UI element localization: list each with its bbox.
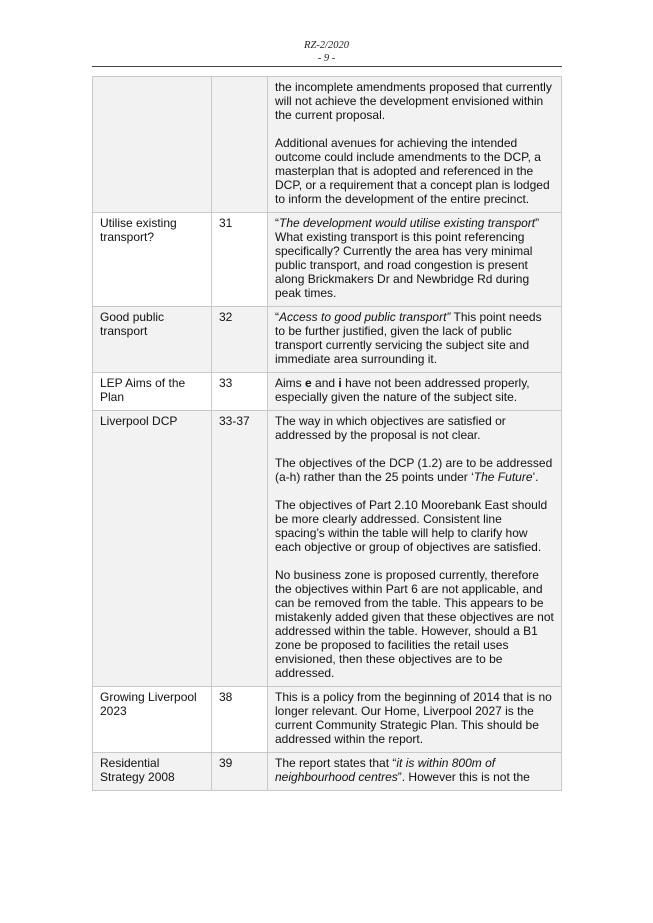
comment-text: The objectives of the DCP (1.2) are to be addressed (a-h) rather than the 25 points under ‘The Future’. [275, 456, 553, 484]
topic-cell: LEP Aims of the Plan [93, 373, 212, 411]
paragraph-cell: 33-37 [212, 411, 268, 687]
table-row [93, 77, 562, 213]
topic-cell: Utilise existing transport? [93, 213, 212, 307]
topic-cell: Residential Strategy 2008 [93, 753, 212, 791]
comment-text: The objectives of Part 2.10 Moorebank East should be more clearly addressed. Consistent line spacing’s within the table will help to clarify how each objective or group of objectives are satisfied. [275, 498, 548, 554]
comment-cell [268, 213, 562, 307]
header-rule [92, 66, 562, 67]
comment-text: No business zone is proposed currently, therefore the objectives within Part 6 are not applicable, and can be removed from the table. This appears to be mistakenly added given that these objectives are not addressed within the table. However, should a B1 zone be proposed to facilities the retail uses envisioned, then these objectives are to be addressed. [275, 568, 554, 680]
table-row [93, 411, 562, 687]
paragraph-cell: 39 [212, 753, 268, 791]
paragraph-cell: 38 [212, 687, 268, 753]
topic-cell [93, 77, 212, 213]
paragraph-cell: 32 [212, 307, 268, 373]
comment-cell [268, 411, 562, 687]
comment-text: The way in which objectives are satisfied or addressed by the proposal is not clear. [275, 414, 506, 442]
comment-cell [268, 373, 562, 411]
paragraph-cell [212, 77, 268, 213]
paragraph-cell: 33 [212, 373, 268, 411]
comment-cell [268, 307, 562, 373]
topic-cell: Good public transport [93, 307, 212, 373]
comment-cell [268, 753, 562, 791]
table-row [93, 687, 562, 753]
topic-cell: Growing Liverpool 2023 [93, 687, 212, 753]
table-row [93, 307, 562, 373]
topic-cell: Liverpool DCP [93, 411, 212, 687]
paragraph-cell: 31 [212, 213, 268, 307]
comment-text: This is a policy from the beginning of 2014 that is no longer relevant. Our Home, Liverpool 2027 is the current Community Strategic Plan. This should be addressed within the report. [275, 690, 552, 746]
comment-cell [268, 687, 562, 753]
document-reference: RZ-2/2020 [304, 40, 349, 51]
comment-text: Aims e and i have not been addressed properly, especially given the nature of the subject site. [275, 376, 530, 404]
table-row [93, 753, 562, 791]
comment-text: Additional avenues for achieving the intended outcome could include amendments to the DCP, a masterplan that is adopted and referenced in the DCP, or a requirement that a concept plan is lodged to inform the development of the entire precinct. [275, 136, 550, 206]
comment-cell [268, 77, 562, 213]
comment-text: “The development would utilise existing transport” What existing transport is this point referencing specifically? Currently the area has very minimal public transport, and road congestion is present along Brickmakers Dr and Newbridge Rd during peak times. [275, 216, 540, 300]
comment-text: the incomplete amendments proposed that currently will not achieve the development envisioned within the current proposal. [275, 80, 552, 122]
comment-text: “Access to good public transport” This point needs to be further justified, given the lack of public transport currently servicing the subject site and immediate area surrounding it. [275, 310, 542, 366]
table-row [93, 213, 562, 307]
table-row [93, 373, 562, 411]
comments-table [92, 76, 562, 791]
page-number: - 9 - [317, 53, 336, 64]
comment-text: The report states that “it is within 800m of neighbourhood centres”. However this is not the [275, 756, 530, 784]
